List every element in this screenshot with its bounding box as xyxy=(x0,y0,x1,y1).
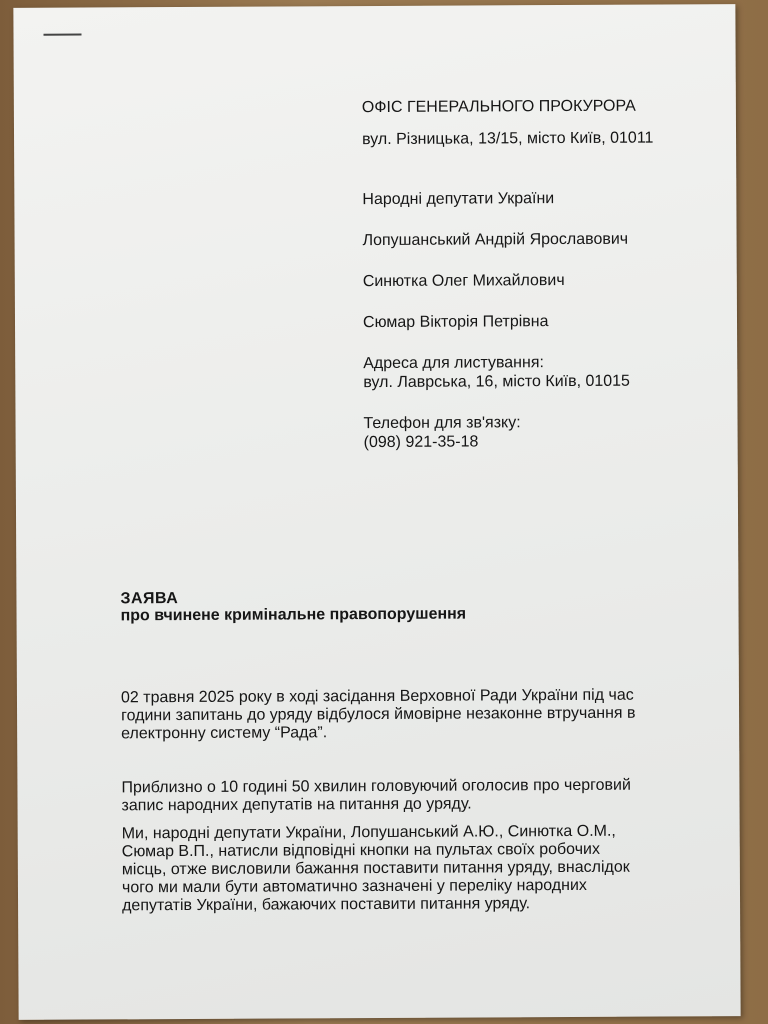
addressee-office: ОФІС ГЕНЕРАЛЬНОГО ПРОКУРОРА xyxy=(361,97,636,117)
document-subtitle: про вчинене кримінальне правопорушення xyxy=(120,605,467,625)
margin-mark xyxy=(43,34,81,36)
document-title: ЗАЯВА xyxy=(120,590,179,608)
phone-number: (098) 921-35-18 xyxy=(363,433,479,452)
paragraph: 02 травня 2025 року в ході засідання Верховної Ради України під час години запитань до уряду відбулося ймовірне незаконне втручання в електронну систему “Рада”. xyxy=(120,686,636,743)
sender-name: Лопушанський Андрій Ярославович xyxy=(362,230,629,250)
header-block xyxy=(362,96,674,452)
paragraph: Приблизно о 10 годині 50 хвилин головуючий оголосив про черговий запис народних депутатів на питання до уряду. xyxy=(121,776,631,815)
document-page xyxy=(13,4,740,1020)
sender-name: Сюмар Вікторія Петрівна xyxy=(362,313,549,332)
mail-address: вул. Лаврська, 16, місто Київ, 01015 xyxy=(363,372,630,392)
phone-label: Телефон для зв'язку: xyxy=(363,414,521,433)
sender-name: Синютка Олег Михайлович xyxy=(362,272,565,291)
paragraph: Ми, народні депутати України, Лопушанський А.Ю., Синютка О.М., Сюмар В.П., натисли відповідні кнопки на пультах своїх робочих місць, отже висловили бажання поставити питання уряду, внаслідок чого ми мали бути автоматично зазначені у переліку народних депутатів України, бажаючих поставити питання уряду. xyxy=(121,822,630,915)
addressee-address: вул. Різницька, 13/15, місто Київ, 01011 xyxy=(362,129,654,149)
senders-heading: Народні депутати України xyxy=(362,190,555,209)
mail-label: Адреса для листування: xyxy=(363,354,544,373)
